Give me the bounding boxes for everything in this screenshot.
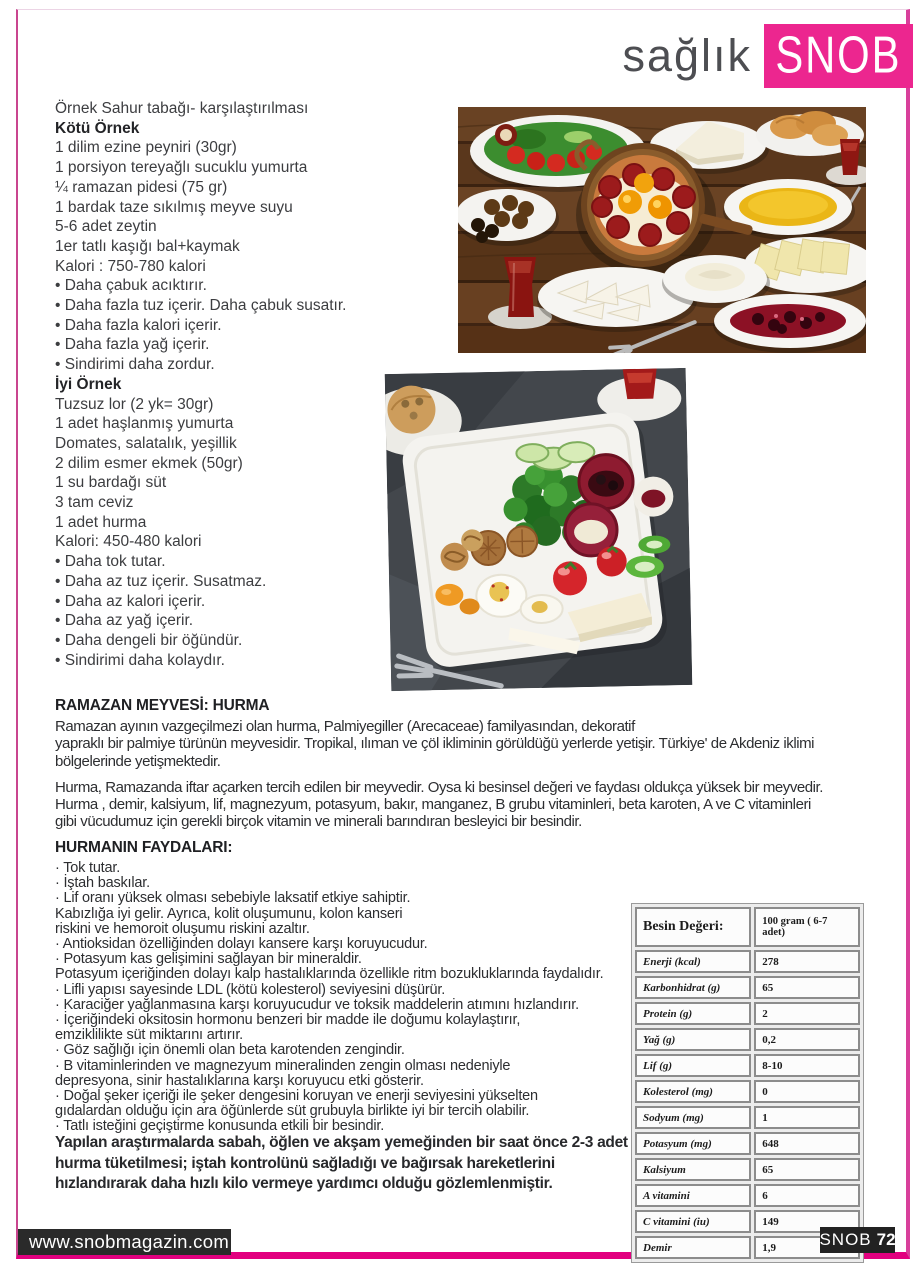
text-line: • Daha fazla yağ içerir. bbox=[55, 336, 210, 354]
nutrient-value-cell: 0 bbox=[754, 1080, 860, 1103]
text-line: 1 porsiyon tereyağlı sucuklu yumurta bbox=[55, 159, 308, 177]
nutrient-label-cell: Kalsiyum bbox=[635, 1158, 751, 1181]
breakfast-photo-illustration bbox=[458, 107, 866, 353]
text-line: Kalori : 750-780 kalori bbox=[55, 257, 206, 275]
text-line: • Daha çabuk acıktırır. bbox=[55, 277, 207, 295]
nutrient-label-cell: A vitamini bbox=[635, 1184, 751, 1207]
ramazan-heading: RAMAZAN MEYVESİ: HURMA bbox=[55, 697, 270, 714]
nutrient-value-cell: 6 bbox=[754, 1184, 860, 1207]
bad-example-items bbox=[55, 138, 346, 374]
footer-brand: SNOB bbox=[819, 1230, 872, 1249]
text-line: Tuzsuz lor (2 yk= 30gr) bbox=[55, 395, 214, 413]
hurma-benefits-section bbox=[55, 839, 640, 1135]
text-line: hurma tüketilmesi; iştah kontrolünü sağladığı ve bağırsak hareketlerini bbox=[55, 1154, 555, 1172]
nutrient-label-cell: Sodyum (mg) bbox=[635, 1106, 751, 1129]
breakfast-spread-photo bbox=[458, 107, 866, 353]
text-line: 1 bardak taze sıkılmış meyve suyu bbox=[55, 198, 293, 216]
nutrient-value-cell: 278 bbox=[754, 950, 860, 973]
text-line: · Tok tutar. bbox=[55, 860, 121, 876]
nutrition-header-label: Besin Değeri: bbox=[635, 907, 751, 947]
text-line: · B vitaminlerinden ve magnezyum mineralinden zengin olması nedeniyle bbox=[55, 1057, 511, 1074]
text-line: ¼ ramazan pidesi (75 gr) bbox=[55, 178, 228, 196]
text-line: Domates, salatalık, yeşillik bbox=[55, 434, 237, 452]
text-line: · Lif oranı yüksek olması sebebiyle laksatif etkiye sahiptir. bbox=[55, 890, 411, 907]
nutrition-row bbox=[635, 1132, 860, 1155]
nutrition-row bbox=[635, 1002, 860, 1025]
brand-logo-box bbox=[764, 24, 913, 88]
page-number-box bbox=[820, 1227, 895, 1253]
nutrient-label-cell: Protein (g) bbox=[635, 1002, 751, 1025]
good-example-heading: İyi Örnek bbox=[55, 375, 122, 393]
nutrient-value-cell: 8-10 bbox=[754, 1054, 860, 1077]
text-line: Hurma , demir, kalsiyum, lif, magnezyum, potasyum, bakır, manganez, B grubu vitaminleri, beta karoten, A ve C vitaminleri bbox=[55, 796, 811, 814]
text-line: • Daha tok tutar. bbox=[55, 553, 166, 571]
text-line: • Daha az tuz içerir. Susatmaz. bbox=[55, 572, 267, 590]
nutrient-label-cell: Karbonhidrat (g) bbox=[635, 976, 751, 999]
text-line: · Göz sağlığı için önemli olan beta karotenden zengindir. bbox=[55, 1042, 405, 1059]
nutrition-row bbox=[635, 1054, 860, 1077]
research-note bbox=[55, 1133, 628, 1195]
nutrient-value-cell: 1,9 bbox=[754, 1236, 860, 1259]
text-line: Kabızlığa iyi gelir. Ayrıca, kolit oluşumunu, kolon kanseri bbox=[55, 905, 403, 922]
nutrition-row bbox=[635, 950, 860, 973]
text-line: · İçeriğindeki oksitosin hormonu benzeri bir madde ile doğumu kolaylaştırır, bbox=[55, 1012, 521, 1029]
text-line: • Daha dengeli bir öğündür. bbox=[55, 631, 243, 649]
nutrient-value-cell: 1 bbox=[754, 1106, 860, 1129]
sahur-comparison-list bbox=[55, 99, 346, 670]
website-url: www.snobmagazin.com bbox=[29, 1231, 230, 1252]
nutrient-label-cell: Enerji (kcal) bbox=[635, 950, 751, 973]
website-bar bbox=[18, 1229, 231, 1255]
text-line: yapraklı bir palmiye türünün meyvesidir. Tropikal, ılıman ve çöl ikliminin görüldüğü yerlerde yetişir. Türkiye' de Akdeniz iklimi bbox=[55, 735, 815, 753]
nutrient-label-cell: Demir bbox=[635, 1236, 751, 1259]
nutrient-label-cell: Yağ (g) bbox=[635, 1028, 751, 1051]
text-line: emziklilikte süt miktarını artırır. bbox=[55, 1027, 243, 1044]
text-line: • Daha az kalori içerir. bbox=[55, 592, 206, 610]
text-line: 1 su bardağı süt bbox=[55, 474, 167, 492]
nutrition-row bbox=[635, 976, 860, 999]
text-line: gıdalardan olduğu için ara öğünlerde süt grubuyla birlikte iyi bir tercih olabilir. bbox=[55, 1103, 530, 1120]
benefits-heading: HURMANIN FAYDALARI: bbox=[55, 839, 233, 856]
text-line: 3 tam ceviz bbox=[55, 494, 134, 512]
nutrient-label-cell: C vitamini (iu) bbox=[635, 1210, 751, 1233]
text-line: gibi vücudumuz için gerekli birçok vitamin ve minerali barındıran besleyici bir besindir. bbox=[55, 813, 582, 831]
text-line: 1 adet haşlanmış yumurta bbox=[55, 415, 234, 433]
section-label: sağlık bbox=[622, 30, 752, 81]
text-line: · Lifli yapısı sayesinde LDL (kötü kolesterol) seviyesini düşürür. bbox=[55, 981, 446, 998]
text-line: Kalori: 450-480 kalori bbox=[55, 533, 202, 551]
nutrition-row bbox=[635, 1158, 860, 1181]
nutrient-value-cell: 149 bbox=[754, 1210, 860, 1233]
text-line: Potasyum içeriğinden dolayı kalp hastalıklarında özellikle ritm bozukluklarında faydalıdır. bbox=[55, 966, 604, 983]
bad-example-heading: Kötü Örnek bbox=[55, 119, 140, 137]
text-line: hızlandırarak daha hızlı kilo vermeye yardımcı olduğu gözlemlenmiştir. bbox=[55, 1175, 553, 1193]
nutrient-value-cell: 648 bbox=[754, 1132, 860, 1155]
benefits-list bbox=[55, 861, 640, 1135]
ramazan-meyvesi-section bbox=[55, 697, 907, 831]
nutrition-table-header bbox=[635, 907, 860, 947]
text-line: riskini ve hemoroit oluşumu riskini azaltır. bbox=[55, 920, 310, 937]
nutrition-row bbox=[635, 1106, 860, 1129]
text-line: 1 dilim ezine peyniri (30gr) bbox=[55, 139, 237, 157]
nutrition-header-amount: 100 gram ( 6-7 adet) bbox=[754, 907, 860, 947]
text-line: · Doğal şeker içeriği ile şeker dengesini koruyan ve enerji seviyesini yükselten bbox=[55, 1088, 538, 1105]
healthy-plate-photo bbox=[385, 368, 693, 691]
text-line: • Daha fazla tuz içerir. Daha çabuk susatır. bbox=[55, 297, 347, 315]
text-line: · Potasyum kas gelişimini sağlayan bir mineraldir. bbox=[55, 951, 362, 968]
text-line: 1 adet hurma bbox=[55, 513, 147, 531]
nutrient-value-cell: 65 bbox=[754, 976, 860, 999]
nutrient-label-cell: Kolesterol (mg) bbox=[635, 1080, 751, 1103]
page-number: 72 bbox=[876, 1230, 896, 1249]
ramazan-paragraph-1 bbox=[55, 718, 907, 770]
nutrient-label-cell: Lif (g) bbox=[635, 1054, 751, 1077]
text-line: · Antioksidan özelliğinden dolayı kansere karşı koruyucudur. bbox=[55, 936, 428, 953]
text-line: • Sindirimi daha zordur. bbox=[55, 356, 215, 374]
text-line: • Daha az yağ içerir. bbox=[55, 612, 194, 630]
text-line: Ramazan ayının vazgeçilmezi olan hurma, Palmiyegiller (Arecaceae) familyasından, dekoratif bbox=[55, 718, 635, 735]
text-line: bölgelerinde yetişmektedir. bbox=[55, 752, 221, 770]
text-line: Hurma, Ramazanda iftar açarken tercih edilen bir meyvedir. Oysa ki besinsel değeri ve faydası oldukça yüksek bir meyvedir. bbox=[55, 778, 823, 796]
text-line: • Daha fazla kalori içerir. bbox=[55, 316, 222, 334]
text-line: • Sindirimi daha kolaydır. bbox=[55, 651, 225, 669]
healthy-plate-illustration bbox=[385, 368, 693, 691]
text-line: · Tatlı isteğini geçiştirme konusunda etkili bir besindir. bbox=[55, 1118, 385, 1135]
text-line: · Karaciğer yağlanmasına karşı koruyucudur ve toksik maddelerin atımını hızlandırır. bbox=[55, 996, 579, 1013]
nutrition-row bbox=[635, 1028, 860, 1051]
nutrient-label-cell: Potasyum (mg) bbox=[635, 1132, 751, 1155]
nutrient-value-cell: 0,2 bbox=[754, 1028, 860, 1051]
text-line: 1er tatlı kaşığı bal+kaymak bbox=[55, 237, 240, 255]
good-example-items bbox=[55, 395, 346, 671]
text-line: · İştah baskılar. bbox=[55, 875, 150, 892]
brand-logo-text: SNOB bbox=[775, 26, 902, 85]
nutrient-value-cell: 65 bbox=[754, 1158, 860, 1181]
comparison-title: Örnek Sahur tabağı- karşılaştırılması bbox=[55, 100, 309, 117]
nutrition-row bbox=[635, 1080, 860, 1103]
nutrition-table bbox=[631, 903, 864, 1263]
ramazan-paragraph-2 bbox=[55, 779, 907, 831]
nutrition-row bbox=[635, 1184, 860, 1207]
text-line: 5-6 adet zeytin bbox=[55, 218, 157, 236]
text-line: Yapılan araştırmalarda sabah, öğlen ve akşam yemeğinden bir saat önce 2-3 adet bbox=[55, 1134, 628, 1151]
text-line: 2 dilim esmer ekmek (50gr) bbox=[55, 454, 243, 472]
text-line: depresyona, sinir hastalıklarına karşı koruyucu etki gösterir. bbox=[55, 1072, 424, 1089]
nutrient-value-cell: 2 bbox=[754, 1002, 860, 1025]
